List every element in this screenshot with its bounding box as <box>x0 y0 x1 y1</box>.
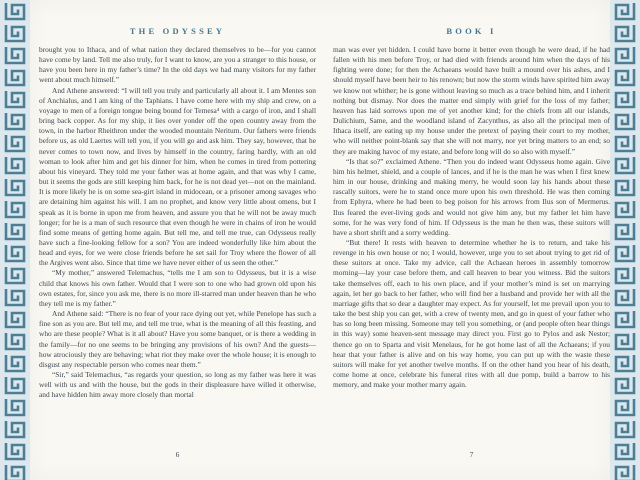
left-page-text <box>39 45 316 400</box>
paragraph: “But there! It rests with heaven to determine whether he is to return, and take his revenge in his own house or no; I would, however, urge you to set about trying to get rid of these suitors at once. Take my advice, call the Achaean heroes in assembly tomorrow morning—lay your case before them, and call heaven to bear you witness. Bid the suitors take themselves off, each to his own place, and if your mother’s mind is set on marrying again, let her go back to her father, who will find her a husband and provide her with all the marriage gifts that so dear a daughter may expect. As for yourself, let me prevail upon you to take the best ship you can get, with a crew of twenty men, and go in quest of your father who has so long been missing. Someone may tell you something, or (and people often hear things in this way) some heaven-sent message may direct you. First go to Pylos and ask Nestor; thence go on to Sparta and visit Menelaus, for he got home last of all the Achaeans; if you hear that your father is alive and on his way home, you can put up with the waste these suitors will make for yet another twelve months. If on the other hand you hear of his death, come home at once, celebrate his funeral rites with all due pomp, build a barrow to his memory, and make your mother marry again. <box>333 237 610 390</box>
greek-key-border-right-icon <box>610 0 640 480</box>
left-page <box>39 0 316 480</box>
page-number-left: 6 <box>175 450 180 459</box>
right-page-text <box>333 45 610 390</box>
running-header-right: BOOK I <box>446 26 497 36</box>
running-header-left: THE ODYSSEY <box>129 26 226 36</box>
right-page <box>333 0 610 480</box>
paragraph: man was ever yet hidden. I could have borne it better even though he were dead, if he had fallen with his men before Troy, or had died with friends around him when the days of his fighting were done; for then the Achaeans would have built a mound over his ashes, and I should myself have been heir to his renown; but now the storm winds have spirited him away we know not whither; he is gone without leaving so much as a trace behind him, and I inherit nothing but dismay. Nor does the matter end simply with grief for the loss of my father; heaven has laid sorrows upon me of yet another kind; for the chiefs from all our islands, Dulichium, Same, and the woodland island of Zacynthus, as also all the principal men of Ithaca itself, are eating up my house under the pretext of paying their court to my mother, who will neither point-blank say that she will not marry, nor yet bring matters to an end; so they are making havoc of my estate, and before long will do so also with myself.” <box>333 45 610 156</box>
page-number-right: 7 <box>469 450 474 459</box>
paragraph: brought you to Ithaca, and of what nation they declared themselves to be—for you cannot have come by land. Tell me also truly, for I want to know, are you a stranger to this house, or have you been here in my father’s time? In the old days we had many visitors for my father went about much himself.” <box>39 45 316 85</box>
paragraph: And Athene said: “There is no fear of your race dying out yet, while Penelope has such a fine son as you are. But tell me, and tell me true, what is the meaning of all this feasting, and who are these people? What is it all about? Have you some banquet, or is there a wedding in the family—for no one seems to be bringing any provisions of his own? And the guests—how atrociously they are behaving; what riot they make over the whole house; it is enough to disgust any respectable person who comes near them.” <box>39 309 316 369</box>
paragraph: “Sir,” said Telemachus, “as regards your question, so long as my father was here it was well with us and with the house, but the gods in their displeasure have willed it otherwise, and have hidden him away more closely than mortal <box>39 370 316 400</box>
book-pages <box>30 0 610 480</box>
greek-key-border-left-icon <box>0 0 30 480</box>
paragraph: “Is that so?” exclaimed Athene. “Then you do indeed want Odysseus home again. Give him his helmet, shield, and a couple of lances, and if he is the man he was when I first knew him in our house, drinking and making merry, he would soon lay his hands about these rascally suitors, were he to stand once more upon his own threshold. He was then coming from Ephyra, where he had been to beg poison for his arrows from Ilus son of Mermerus. Ilus feared the ever-living gods and would not give him any, but my father let him have some, for he was very fond of him. If Odysseus is the man he then was, these suitors will have a short shrift and a sorry wedding. <box>333 156 610 237</box>
paragraph: “My mother,” answered Telemachus, “tells me I am son to Odysseus, but it is a wise child that knows his own father. Would that I were son to one who had grown old upon his own estates, for, since you ask me, there is no more ill-starred man under heaven than he who they tell me is my father.” <box>39 268 316 308</box>
paragraph: And Athene answered: “I will tell you truly and particularly all about it. I am Mentes son of Anchialus, and I am king of the Taphians. I have come here with my ship and crew, on a voyage to men of a foreign tongue being bound for Temesa⁴ with a cargo of iron, and I shall bring back copper. As for my ship, it lies over yonder off the open country away from the town, in the harbor Rheithron under the wooded mountain Neritum. Our fathers were friends before us, as old Laertes will tell you, if you will go and ask him. They say, however, that he never comes to town now, and lives by himself in the country, faring hardly, with an old woman to look after him and get his dinner for him, when he comes in tired from pottering about his vineyard. They told me your father was at home again, and that was why I came, but it seems the gods are still keeping him back, for he is not dead yet—not on the mainland. It is more likely he is on some sea-girt island in midocean, or a prisoner among savages who are detaining him against his will. I am no prophet, and know very little about omens, but I speak as it is borne in upon me from heaven, and assure you that he will not be away much longer; for he is a man of such resource that even though he were in chains of iron he would find some means of getting home again. But tell me, and tell me true, can Odysseus really have such a fine-looking fellow for a son? You are indeed wonderfully like him about the head and eyes, for we were close friends before he set sail for Troy where the flower of all the Argives went also. Since that time we have never either of us seen the other.” <box>39 85 316 268</box>
